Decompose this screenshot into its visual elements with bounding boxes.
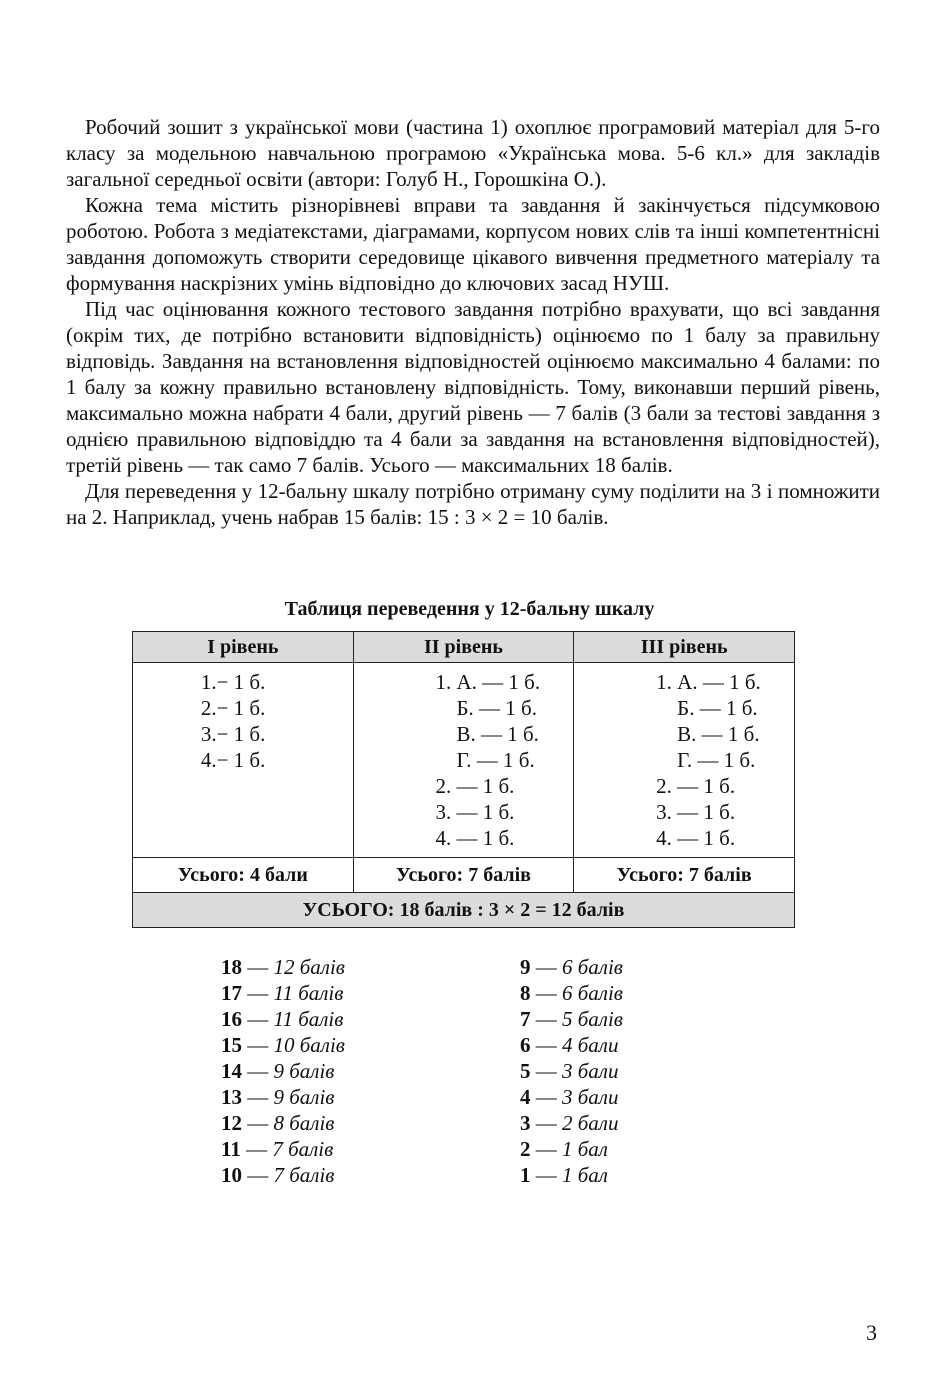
dash-separator: — [242, 1033, 274, 1057]
level-2-cell [353, 663, 574, 858]
grade-value: 9 балів [273, 1085, 335, 1109]
grade-value: 10 балів [273, 1033, 345, 1057]
grand-total: УСЬОГО: 18 балів : 3 × 2 = 12 балів [133, 893, 795, 928]
table-sum-row [133, 858, 795, 893]
scale-row [520, 1032, 623, 1058]
table-item: 4. — 1 б. [656, 826, 736, 850]
level-2-items [435, 669, 540, 851]
dash-separator: — [530, 1033, 562, 1057]
grade-value: 6 балів [562, 981, 623, 1005]
dash-separator: — [242, 1007, 274, 1031]
scale-row [520, 1084, 623, 1110]
table-item: В. — 1 б. [656, 722, 760, 746]
score-value: 5 [520, 1059, 531, 1083]
dash-separator: — [530, 1085, 562, 1109]
scale-row [221, 1032, 345, 1058]
grade-value: 2 бали [562, 1111, 619, 1135]
dash-separator: — [242, 1163, 274, 1187]
paragraph: Кожна тема містить різнорівневі вправи та завдання й закінчується підсумковою роботою. Робота з медіатекстами, діаграмами, корпусом нових слів та інші компетентнісні завдання допоможуть створити середовище цікавого вивчення предметного матеріалу та формування наскрізних умінь відповідно до ключових засад НУШ. [66, 193, 880, 295]
table-item: 3. — 1 б. [656, 800, 736, 824]
grade-value: 7 балів [273, 1163, 335, 1187]
scale-right-list [520, 954, 623, 1188]
level-1-items [201, 669, 266, 773]
grade-value: 5 балів [562, 1007, 623, 1031]
grade-value: 1 бал [562, 1137, 608, 1161]
sum-level-2: Усього: 7 балів [353, 858, 574, 893]
scale-row [221, 980, 345, 1006]
paragraph: Робочий зошит з української мови (частина 1) охоплює програмовий матеріал для 5-го класу за модельною навчальною програмою «Українська мова. 5-6 кл.» для закладів загальної середньої освіти (автори: Голуб Н., Горошкіна О.). [66, 115, 880, 191]
scale-row [221, 1136, 345, 1162]
dash-separator: — [242, 981, 274, 1005]
table-item: Б. — 1 б. [656, 696, 758, 720]
score-value: 18 [221, 955, 242, 979]
dash-separator: — [242, 1111, 274, 1135]
scale-row [520, 1136, 623, 1162]
score-value: 3 [520, 1111, 531, 1135]
score-value: 13 [221, 1085, 242, 1109]
grade-value: 11 балів [273, 981, 344, 1005]
table-item: 1.− 1 б. [200, 670, 266, 694]
table-item: 3.− 1 б. [200, 722, 266, 746]
table-item: Г. — 1 б. [656, 748, 756, 772]
table-item: В. — 1 б. [435, 722, 539, 746]
score-value: 10 [221, 1163, 242, 1187]
table-body-row [133, 663, 795, 858]
score-value: 12 [221, 1111, 242, 1135]
intro-text [66, 114, 880, 530]
conversion-table [132, 631, 795, 928]
dash-separator: — [530, 1163, 562, 1187]
header-level-3: ІІІ рівень [574, 632, 795, 663]
scale-row [221, 1058, 345, 1084]
score-value: 9 [520, 955, 531, 979]
level-3-items [656, 669, 761, 851]
scale-row [221, 1084, 345, 1110]
dash-separator: — [530, 981, 562, 1005]
scale-row [520, 1162, 623, 1188]
grade-value: 1 бал [562, 1163, 608, 1187]
dash-separator: — [530, 1007, 562, 1031]
grade-value: 9 балів [273, 1059, 335, 1083]
dash-separator: — [530, 1059, 562, 1083]
scale-row [520, 1006, 623, 1032]
header-level-2: ІІ рівень [353, 632, 574, 663]
level-1-cell [133, 663, 354, 858]
score-value: 1 [520, 1163, 531, 1187]
paragraph: Для переведення у 12-бальну шкалу потрібно отриману суму поділити на 3 і помножити на 2. Наприклад, учень набрав 15 балів: 15 : 3 × 2 = 10 балів. [66, 479, 880, 529]
dash-separator: — [242, 955, 274, 979]
scale-left-list [221, 954, 345, 1188]
table-caption: Таблиця переведення у 12-бальну шкалу [284, 598, 655, 620]
grade-value: 4 бали [562, 1033, 619, 1057]
level-3-cell [574, 663, 795, 858]
dash-separator: — [530, 1137, 562, 1161]
dash-separator: — [242, 1085, 274, 1109]
table-item: 4. — 1 б. [435, 826, 515, 850]
score-value: 8 [520, 981, 531, 1005]
score-value: 17 [221, 981, 242, 1005]
grade-value: 3 бали [562, 1085, 619, 1109]
scale-row [520, 980, 623, 1006]
table-item: Б. — 1 б. [435, 696, 537, 720]
score-value: 15 [221, 1033, 242, 1057]
table-item: 2. — 1 б. [435, 774, 515, 798]
score-value: 4 [520, 1085, 531, 1109]
scale-row [520, 954, 623, 980]
grade-value: 12 балів [273, 955, 345, 979]
scale-row [221, 1110, 345, 1136]
table-header-row [133, 632, 795, 663]
score-value: 11 [221, 1137, 241, 1161]
scale-row [221, 1162, 345, 1188]
page-number: 3 [866, 1320, 877, 1345]
grade-value: 7 балів [272, 1137, 334, 1161]
score-value: 16 [221, 1007, 242, 1031]
grade-value: 11 балів [273, 1007, 344, 1031]
table-item: 2.− 1 б. [200, 696, 266, 720]
table-item: Г. — 1 б. [435, 748, 535, 772]
table-item: 1. А. — 1 б. [656, 670, 761, 694]
table-item: 2. — 1 б. [656, 774, 736, 798]
score-value: 2 [520, 1137, 531, 1161]
scale-row [221, 1006, 345, 1032]
grade-value: 6 балів [562, 955, 623, 979]
dash-separator: — [240, 1137, 273, 1161]
scale-row [520, 1110, 623, 1136]
sum-level-1: Усього: 4 бали [133, 858, 354, 893]
table-total-row [133, 893, 795, 928]
table-item: 4.− 1 б. [200, 748, 266, 772]
dash-separator: — [530, 955, 562, 979]
dash-separator: — [530, 1111, 562, 1135]
header-level-1: І рівень [133, 632, 354, 663]
scale-row [520, 1058, 623, 1084]
score-value: 6 [520, 1033, 531, 1057]
score-value: 7 [520, 1007, 531, 1031]
paragraph: Під час оцінювання кожного тестового завдання потрібно врахувати, що всі завдання (окрім тих, де потрібно встановити відповідність) оцінюємо по 1 балу за правильну відповідь. Завдання на встановлення відповідностей оцінюємо максимально 4 балами: по 1 балу за кожну правильно встановлену відповідність. Тому, виконавши перший рівень, максимально можна набрати 4 бали, другий рівень — 7 балів (3 бали за тестові завдання з однією правильною відповіддю та 4 бали за завдання на встановлення відповідностей), третій рівень — так само 7 балів. Усього — максимальних 18 балів. [66, 297, 880, 477]
dash-separator: — [242, 1059, 274, 1083]
sum-level-3: Усього: 7 балів [574, 858, 795, 893]
grade-value: 8 балів [273, 1111, 335, 1135]
grade-value: 3 бали [562, 1059, 619, 1083]
table-item: 3. — 1 б. [435, 800, 515, 824]
scale-row [221, 954, 345, 980]
score-value: 14 [221, 1059, 242, 1083]
table-item: 1. А. — 1 б. [435, 670, 541, 694]
